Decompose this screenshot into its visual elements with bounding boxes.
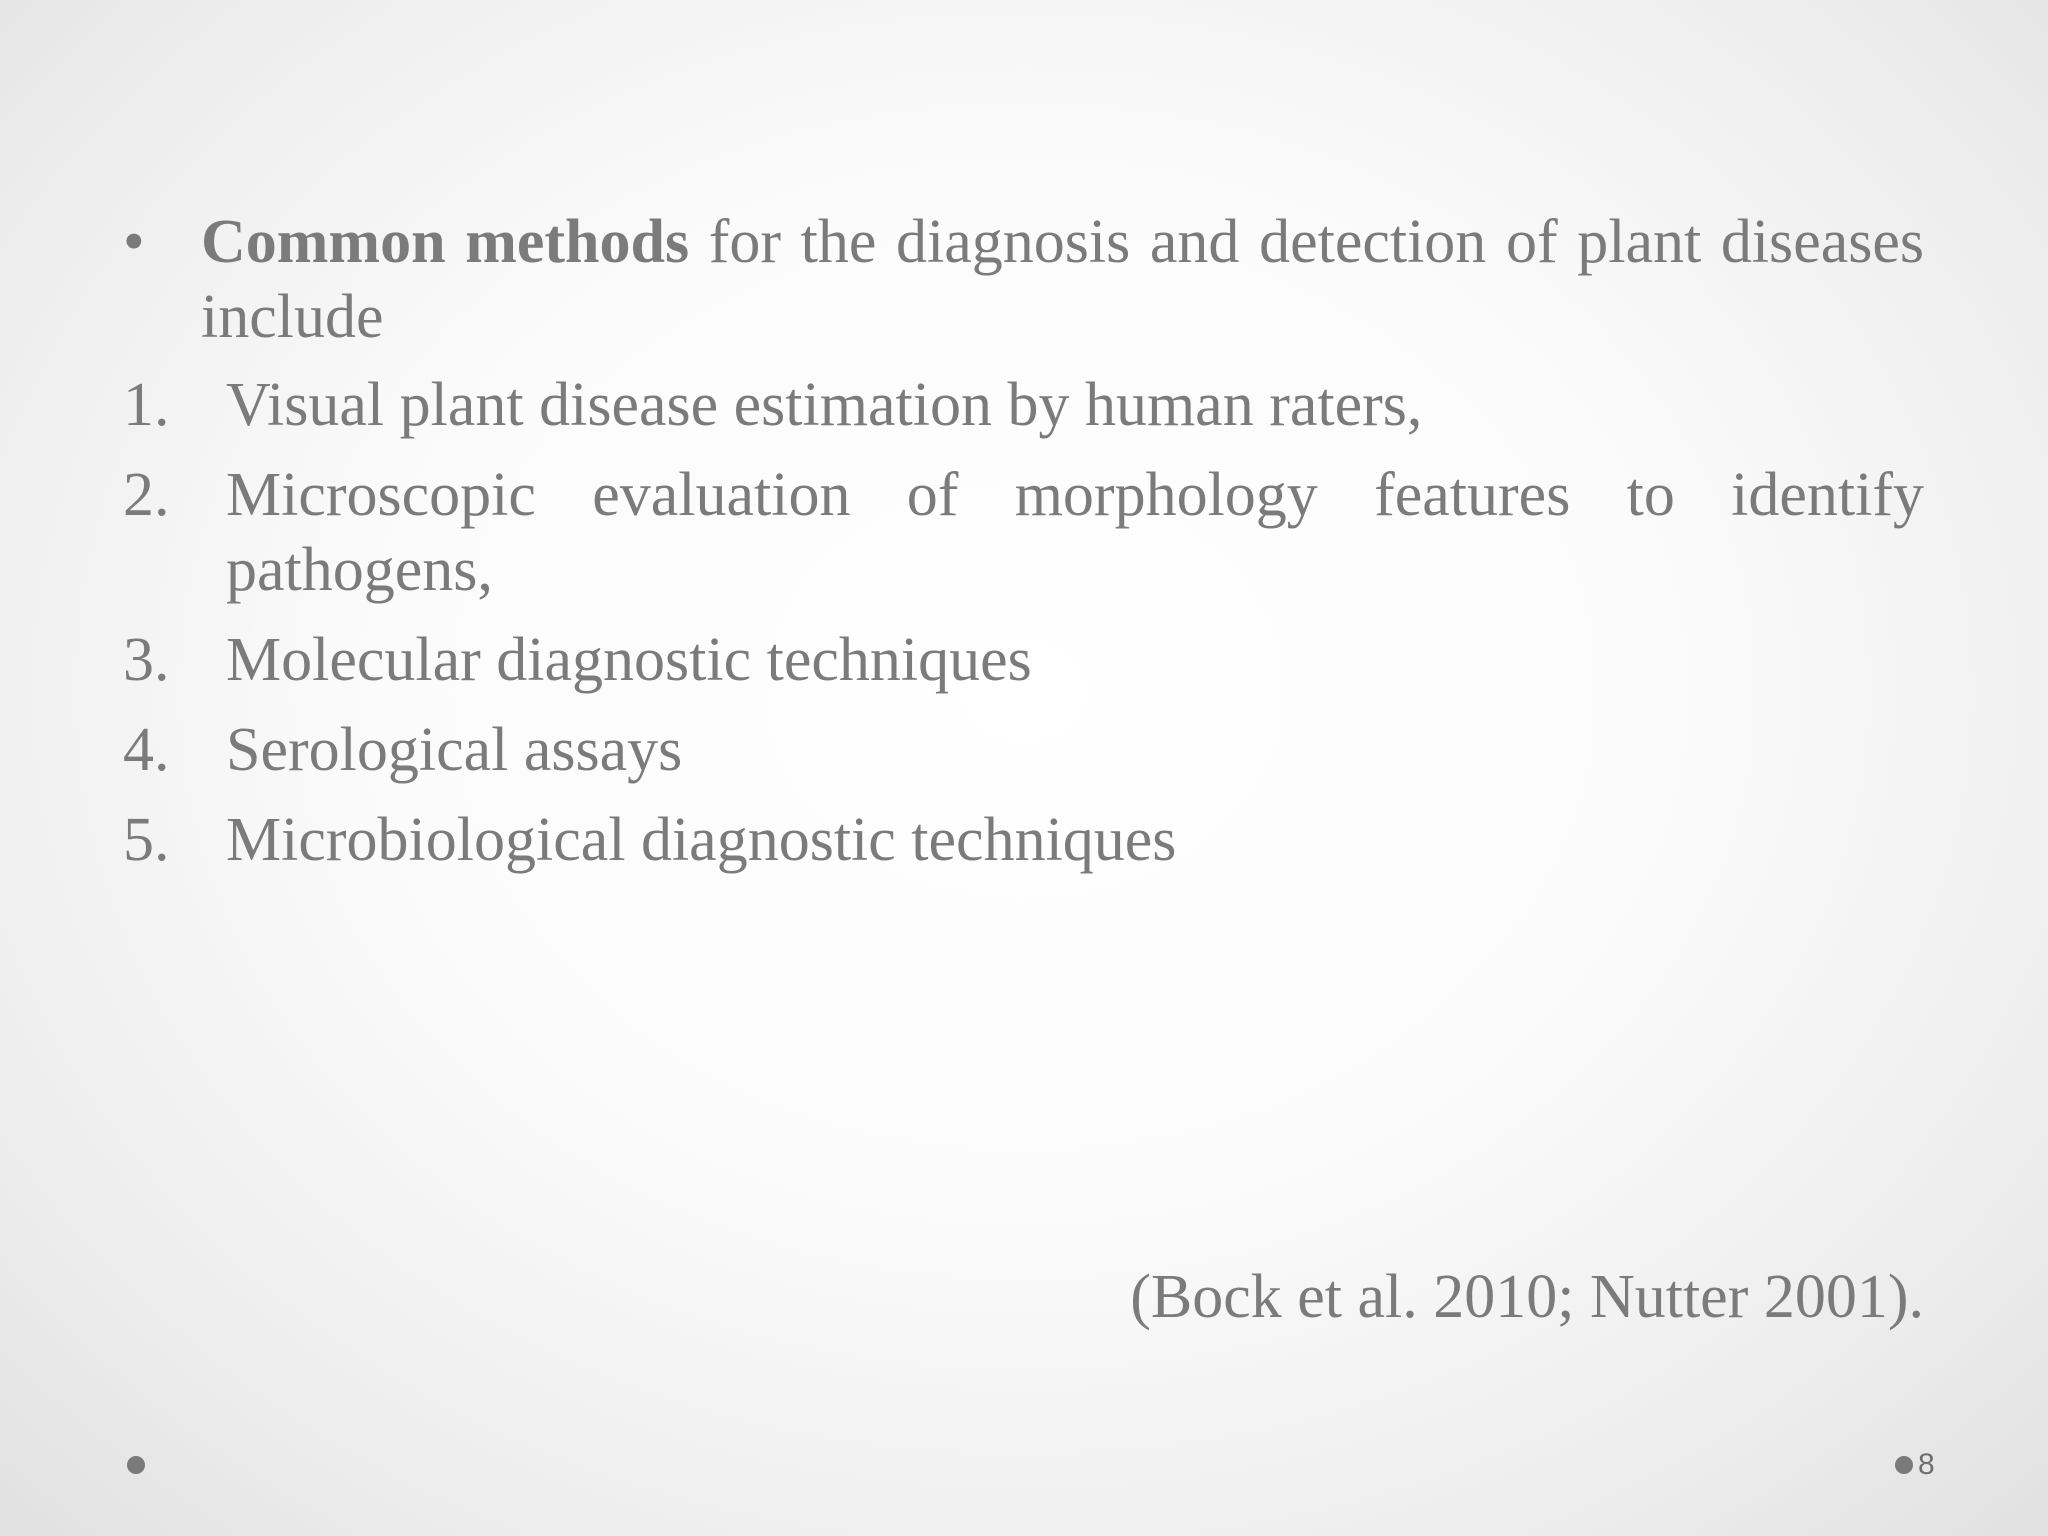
- list-item: [118, 458, 1924, 608]
- footer-dot-right: [1895, 1456, 1913, 1474]
- intro-text: for the diagnosis and detection of plant diseases include: [201, 208, 1925, 351]
- list-item: [118, 368, 1924, 443]
- list-item-number: 4.: [123, 716, 170, 784]
- page-number: 8: [1918, 1448, 1935, 1481]
- slide-body: [118, 205, 1924, 893]
- footer-dot-left: [127, 1456, 145, 1474]
- list-item-text: Molecular diagnostic techniques: [226, 626, 1032, 694]
- list-item-number: 5.: [123, 806, 170, 874]
- list-item-number: 2.: [123, 461, 170, 529]
- intro-bullet: [118, 205, 1924, 355]
- list-item-text: Microscopic evaluation of morphology features to identify pathogens,: [226, 461, 1924, 604]
- intro-bold-text: Common methods: [201, 208, 690, 276]
- citation: (Bock et al. 2010; Nutter 2001).: [1130, 1263, 1924, 1331]
- list-item-number: 1.: [123, 371, 170, 439]
- list-item: [118, 803, 1924, 878]
- bullet-marker: •: [123, 208, 145, 276]
- list-item-number: 3.: [123, 626, 170, 694]
- list-item: [118, 623, 1924, 698]
- list-item-text: Microbiological diagnostic techniques: [226, 806, 1177, 874]
- list-item-text: Serological assays: [226, 716, 683, 784]
- list-item-text: Visual plant disease estimation by human raters,: [226, 371, 1423, 439]
- list-item: [118, 713, 1924, 788]
